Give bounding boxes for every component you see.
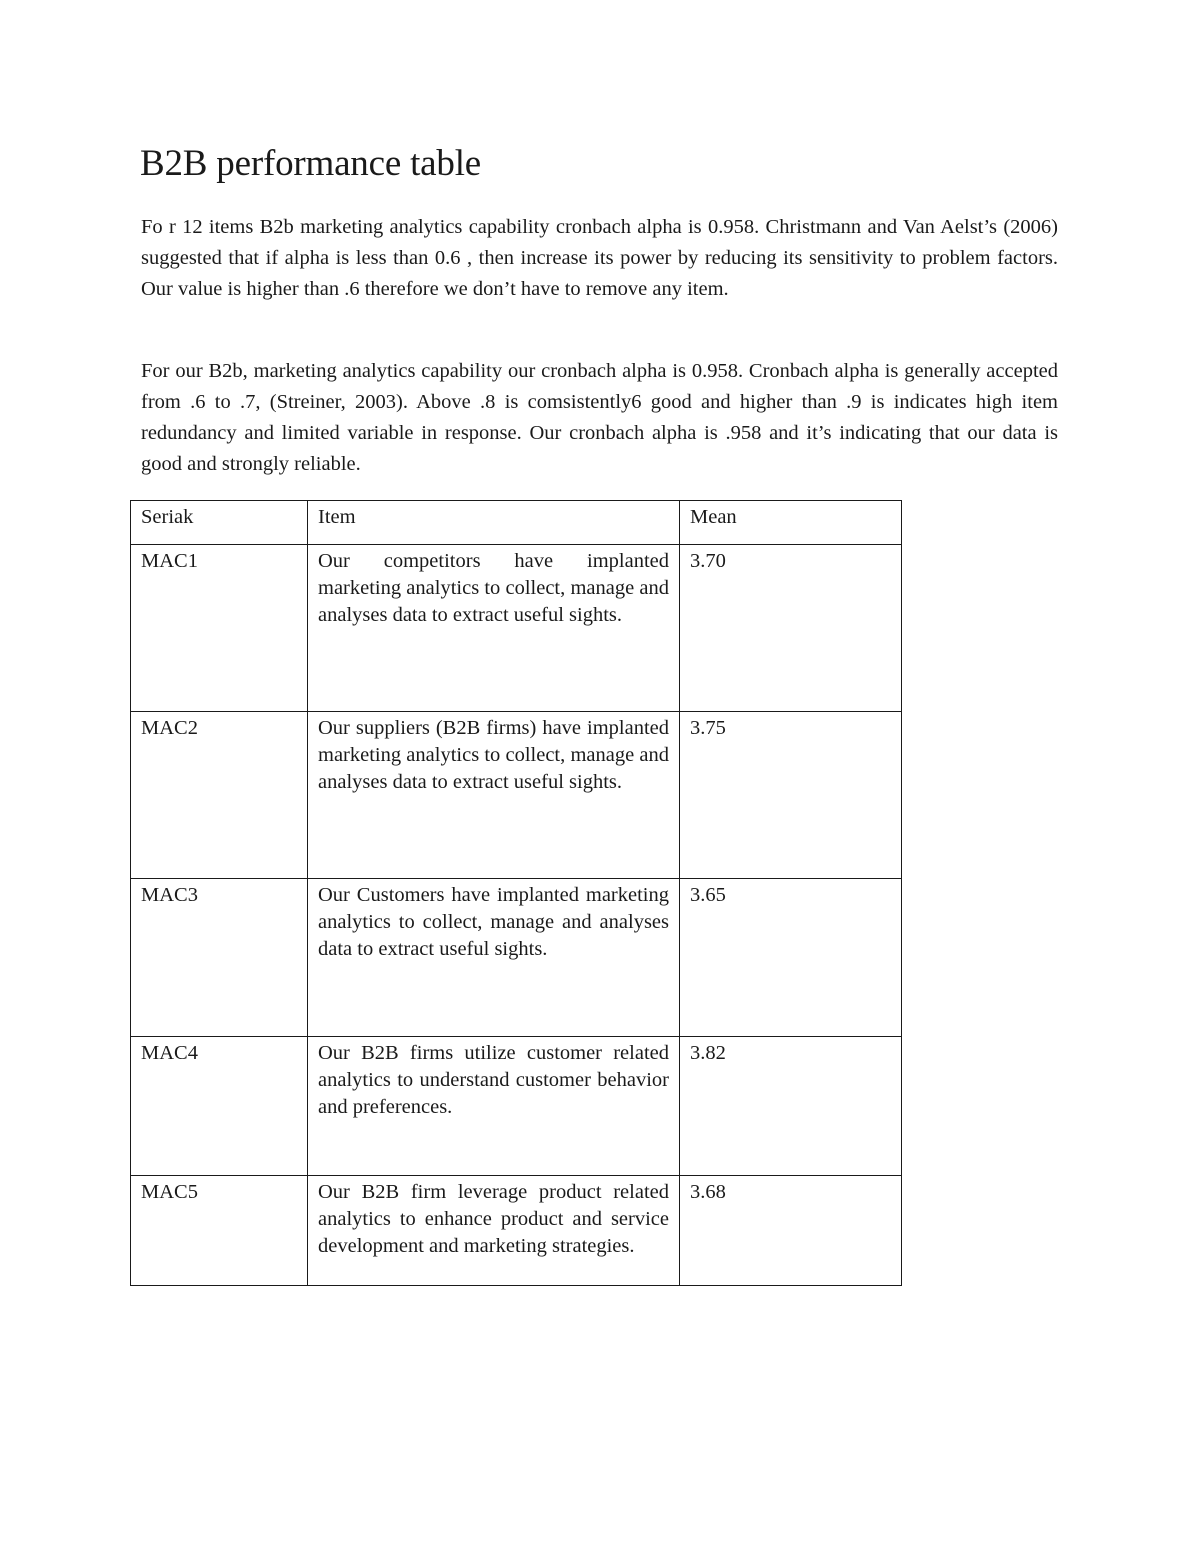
table-row (131, 879, 902, 1037)
table-header-row (131, 501, 902, 545)
table-row (131, 712, 902, 879)
paragraph-reliability-intro: Fo r 12 items B2b marketing analytics capability cronbach alpha is 0.958. Christmann and Van Aelst’s (2006) suggested that if alpha is less than 0.6 , then increase its power by reducing its sensitivity to problem factors. Our value is higher than .6 therefore we don’t have to remove any item. (141, 216, 1058, 300)
serial-cell: MAC1 (131, 545, 308, 712)
item-cell: Our B2B firm leverage product related analytics to enhance product and service development and marketing strategies. (308, 1176, 680, 1286)
serial-cell: MAC4 (131, 1037, 308, 1176)
mean-cell: 3.68 (680, 1176, 902, 1286)
mean-cell: 3.75 (680, 712, 902, 879)
table-row (131, 545, 902, 712)
table-row (131, 1176, 902, 1286)
item-cell: Our competitors have implanted marketing analytics to collect, manage and analyses data to extract useful sights. (308, 545, 680, 712)
mean-cell: 3.65 (680, 879, 902, 1037)
header-item: Item (308, 501, 680, 545)
mean-table (130, 500, 902, 1286)
table-row (131, 1037, 902, 1176)
header-mean: Mean (680, 501, 902, 545)
mean-cell: 3.82 (680, 1037, 902, 1176)
serial-cell: MAC5 (131, 1176, 308, 1286)
mean-cell: 3.70 (680, 545, 902, 712)
item-cell: Our Customers have implanted marketing analytics to collect, manage and analyses data to extract useful sights. (308, 879, 680, 1037)
serial-cell: MAC2 (131, 712, 308, 879)
item-cell: Our suppliers (B2B firms) have implanted marketing analytics to collect, manage and analyses data to extract useful sights. (308, 712, 680, 879)
header-serial: Seriak (131, 501, 308, 545)
document-title: B2B performance table (140, 143, 481, 184)
item-cell: Our B2B firms utilize customer related analytics to understand customer behavior and preferences. (308, 1037, 680, 1176)
serial-cell: MAC3 (131, 879, 308, 1037)
paragraph-cronbach-alpha: For our B2b, marketing analytics capability our cronbach alpha is 0.958. Cronbach alpha is generally accepted from .6 to .7, (Streiner, 2003). Above .8 is comsistently6 good and higher than .9 is indicates high item redundancy and limited variable in response. Our cronbach alpha is .958 and it’s indicating that our data is good and strongly reliable. (141, 360, 1058, 475)
